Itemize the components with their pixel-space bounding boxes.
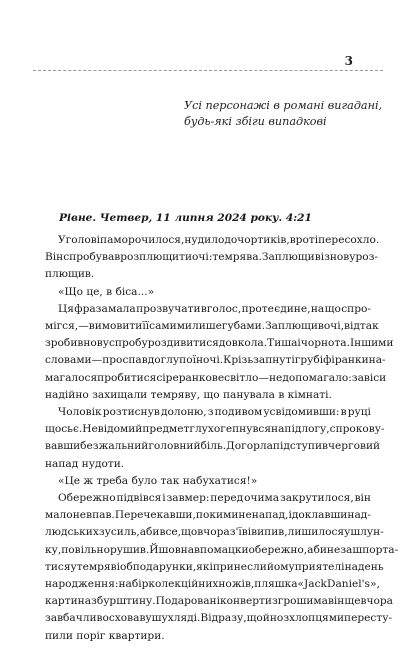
body-word: Іншими xyxy=(349,337,394,350)
body-word: не xyxy=(269,371,283,384)
body-word: очима xyxy=(244,492,280,505)
body-word: набір xyxy=(118,578,149,591)
body-word: картина xyxy=(45,595,92,608)
body-word: фраза xyxy=(74,302,108,315)
body-word: до xyxy=(224,234,238,246)
body-word: приятелі xyxy=(294,560,345,573)
body-line xyxy=(45,249,379,266)
body-word: розтиснув xyxy=(102,406,160,419)
body-word: головний xyxy=(148,440,201,453)
body-word: навпомацки xyxy=(180,543,249,556)
body-word: зусиль, xyxy=(98,526,140,539)
body-word: подивом xyxy=(214,406,263,419)
body-word: конверти xyxy=(219,595,272,608)
header-divider xyxy=(33,70,383,71)
body-word: і xyxy=(320,251,325,264)
body-word: ку, xyxy=(45,543,62,556)
body-word: завбачливо xyxy=(45,612,109,625)
body-word: ще xyxy=(344,595,361,608)
body-word: Перечекавши, xyxy=(114,509,196,522)
body-word: перед xyxy=(210,492,244,505)
body-word: біль. xyxy=(200,440,227,453)
body-word: пересохло. xyxy=(318,234,380,246)
body-line xyxy=(45,610,393,627)
body-word: він xyxy=(327,595,345,608)
body-word: проте xyxy=(241,302,274,315)
body-word: чорнота. xyxy=(300,337,350,350)
body-word: впав. xyxy=(86,509,115,522)
body-word: все, xyxy=(159,526,182,539)
body-word: щось xyxy=(45,423,73,436)
body-word: Ця xyxy=(58,302,74,315)
body-word: темряві xyxy=(76,560,120,573)
body-word: до xyxy=(147,354,161,367)
body-word: спро- xyxy=(341,302,371,315)
body-word: підступив xyxy=(272,440,329,453)
body-word: що xyxy=(324,302,341,315)
body-word: самими xyxy=(149,320,192,333)
body-word: йому xyxy=(266,560,295,573)
body-word: шлун- xyxy=(350,526,384,539)
body-line xyxy=(45,352,386,369)
body-line xyxy=(45,301,371,318)
body-line xyxy=(45,438,381,455)
body-word: зашпорта- xyxy=(340,543,399,556)
body-word: Подаровані xyxy=(155,595,220,608)
body-word: на- xyxy=(368,354,386,367)
body-word: — xyxy=(91,354,103,367)
body-word: прозвучати xyxy=(136,302,201,315)
body-word: Відразу, xyxy=(200,612,247,625)
body-word: Йшов xyxy=(149,543,181,556)
body-word: випив, xyxy=(251,526,288,539)
body-word: з xyxy=(91,595,97,608)
body-line: «Що це, в біса...» xyxy=(58,285,155,298)
body-word: — xyxy=(78,320,89,333)
body-word: з xyxy=(207,406,214,419)
body-word: є. xyxy=(72,423,83,436)
body-word: руці xyxy=(347,406,371,419)
body-word: над- xyxy=(347,509,371,522)
body-line: пили поріг квартири. xyxy=(45,629,165,642)
body-word: на xyxy=(310,302,325,315)
body-word: вчора xyxy=(197,526,230,539)
body-word: сіре xyxy=(156,371,179,384)
body-word: очі: xyxy=(192,251,213,264)
body-word: вимовити xyxy=(88,320,143,333)
body-word: що xyxy=(181,526,198,539)
body-word: мігся, xyxy=(45,320,79,333)
body-word: предмет xyxy=(142,423,190,436)
body-word: розплющити xyxy=(120,251,193,264)
body-line xyxy=(45,559,384,576)
body-word: словами xyxy=(45,354,92,367)
body-word: долоню, xyxy=(160,406,207,419)
body-word: об xyxy=(119,560,133,573)
body-word: зробив xyxy=(45,337,84,350)
body-word: мало xyxy=(45,509,73,522)
body-word: голові xyxy=(65,234,101,246)
body-line xyxy=(45,542,399,559)
body-word: підлогу, xyxy=(284,423,330,436)
body-word: з'їв xyxy=(229,526,248,539)
body-line: надійно захищали темряву, що панувала в кімнаті. xyxy=(45,388,332,401)
body-line xyxy=(45,576,380,593)
body-word: мала xyxy=(108,302,136,315)
body-word: фіранки xyxy=(323,354,369,367)
body-word: грошима xyxy=(277,595,328,608)
body-line xyxy=(45,232,380,249)
body-line: напад нудоти. xyxy=(45,457,125,470)
body-word: обережно, xyxy=(248,543,308,556)
body-word: «Jack xyxy=(297,578,327,591)
body-word: роздивитися xyxy=(147,337,219,350)
body-word: усвідомивши: xyxy=(263,406,340,419)
body-word: довкола. xyxy=(218,337,268,350)
epigraph xyxy=(184,98,394,130)
body-word: і xyxy=(297,337,301,350)
body-word: день xyxy=(357,560,384,573)
body-word: подарунки, xyxy=(132,560,197,573)
body-word: нудило xyxy=(184,234,225,246)
body-word: вавши xyxy=(45,440,81,453)
body-word: у xyxy=(70,560,77,573)
body-word: Крізь xyxy=(223,354,254,367)
body-word: не xyxy=(72,509,87,522)
body-word: спробу xyxy=(108,337,148,350)
body-line xyxy=(45,593,393,610)
body-word: До xyxy=(226,440,242,453)
body-word: горла xyxy=(241,440,273,453)
body-word: і xyxy=(162,492,166,505)
body-word: допомагало: xyxy=(282,371,352,384)
body-word: паморочилося, xyxy=(100,234,185,246)
epigraph-line: будь-які збіги випадкові xyxy=(184,115,327,128)
body-word: ночі. xyxy=(195,354,224,367)
body-word: повільно xyxy=(61,543,110,556)
body-word: завмер: xyxy=(166,492,210,505)
body-word: роз- xyxy=(355,251,379,264)
body-word: глупої xyxy=(160,354,196,367)
body-word: очі, xyxy=(323,320,345,333)
body-word: рушив. xyxy=(109,543,150,556)
body-line xyxy=(45,490,371,507)
body-word: гепнувся xyxy=(220,423,272,436)
body-word: з xyxy=(283,612,290,625)
body-word: чортиків, xyxy=(237,234,290,246)
body-line xyxy=(45,335,394,352)
body-word: підвівся xyxy=(116,492,162,505)
body-word: на xyxy=(344,560,358,573)
body-word: черговий xyxy=(328,440,381,453)
body-word: безжальний xyxy=(80,440,149,453)
body-word: Тиша xyxy=(267,337,298,350)
body-line xyxy=(45,507,371,524)
body-word: поки xyxy=(195,509,224,522)
body-word: Чоловік xyxy=(58,406,102,419)
body-word: губами. xyxy=(221,320,266,333)
body-word: світло xyxy=(224,371,259,384)
body-line xyxy=(45,524,384,541)
body-word: принесли xyxy=(212,560,267,573)
body-word: знову xyxy=(324,251,356,264)
body-word: вголос, xyxy=(200,302,242,315)
body-word: у xyxy=(344,526,351,539)
body-word: лишилося xyxy=(287,526,345,539)
body-word: вчора xyxy=(360,595,393,608)
body-word: У xyxy=(58,234,66,246)
body-word: в xyxy=(340,406,347,419)
body-word: магалося xyxy=(45,371,98,384)
body-word: Daniel's», xyxy=(326,578,380,591)
body-word: грубі xyxy=(294,354,324,367)
body-word: проспав xyxy=(102,354,148,367)
body-word: сховав xyxy=(108,612,146,625)
body-word: і xyxy=(288,509,292,522)
body-word: людських xyxy=(45,526,99,539)
body-word: її xyxy=(142,320,150,333)
body-word: які xyxy=(196,560,213,573)
body-word: бурштину. xyxy=(96,595,156,608)
body-word: глухо xyxy=(189,423,221,436)
body-word: з xyxy=(271,595,278,608)
body-word: пляшка xyxy=(254,578,298,591)
body-word: закрутилося, xyxy=(279,492,354,505)
body-word: єдине, xyxy=(274,302,311,315)
body-word: на xyxy=(271,423,285,436)
body-line xyxy=(45,421,385,438)
body-line xyxy=(45,318,379,335)
body-word: спрокову- xyxy=(329,423,385,436)
body-word: мине xyxy=(223,509,252,522)
body-word: шухляді. xyxy=(151,612,201,625)
body-word: напад, xyxy=(251,509,289,522)
body-word: пересту- xyxy=(344,612,393,625)
chapter-dateline: Рівне. Четвер, 11 липня 2024 року. 4:21 xyxy=(59,212,312,224)
body-line: «Це ж треба було так набухатися!» xyxy=(58,474,258,487)
body-word: лише xyxy=(192,320,222,333)
body-word: Обережно xyxy=(58,492,116,505)
body-word: запнуті xyxy=(253,354,295,367)
body-word: він xyxy=(354,492,371,505)
body-word: і xyxy=(247,526,252,539)
body-word: — xyxy=(258,371,269,384)
body-word: нову xyxy=(83,337,109,350)
body-word: у xyxy=(145,612,152,625)
body-word: відтак xyxy=(344,320,379,333)
body-line xyxy=(45,404,371,421)
body-word: хлопцями xyxy=(289,612,345,625)
body-word: народження: xyxy=(45,578,119,591)
body-word: колекційних xyxy=(148,578,219,591)
body-word: пробитися xyxy=(97,371,157,384)
body-word: Він xyxy=(45,251,64,264)
page-number: 3 xyxy=(344,54,353,68)
epigraph-line: Усі персонажі в романі вигадані, xyxy=(184,99,383,112)
body-word: завіси xyxy=(351,371,387,384)
body-word: спробував xyxy=(63,251,121,264)
body-word: Заплющив xyxy=(261,251,321,264)
body-word: темрява. xyxy=(212,251,262,264)
body-word: Заплющив xyxy=(265,320,324,333)
body-word: доклавши xyxy=(291,509,348,522)
body-line xyxy=(45,370,387,387)
body-word: не xyxy=(326,543,341,556)
body-word: аби xyxy=(307,543,327,556)
body-word: Невідомий xyxy=(82,423,143,436)
body-word: ранкове xyxy=(178,371,225,384)
body-word: щойно xyxy=(246,612,284,625)
body-line: плющив. xyxy=(45,268,95,281)
body-word: в xyxy=(289,234,296,246)
body-word: роті xyxy=(295,234,319,246)
body-text xyxy=(45,232,399,645)
body-word: ножів, xyxy=(218,578,255,591)
body-word: аби xyxy=(139,526,160,539)
body-word: тися xyxy=(45,560,71,573)
